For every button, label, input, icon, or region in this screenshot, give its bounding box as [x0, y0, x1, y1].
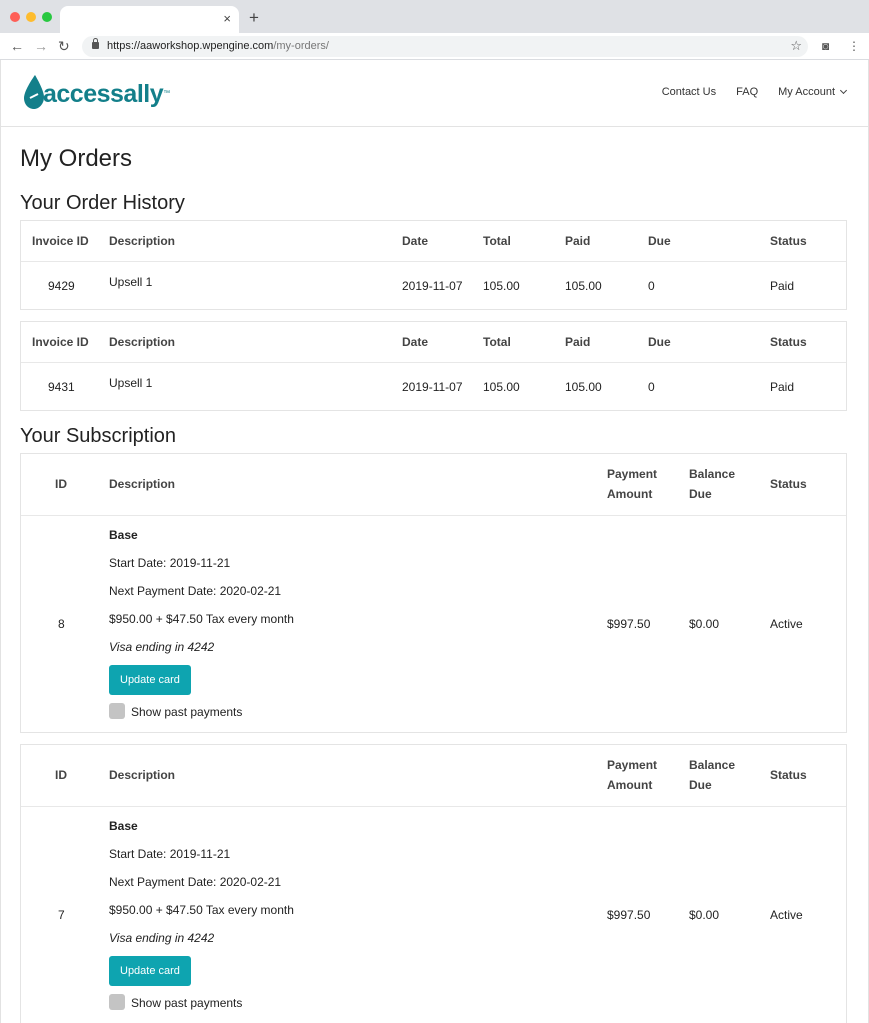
order-table-header [21, 322, 846, 363]
subscription-table [20, 453, 847, 733]
show-past-payments-label[interactable]: Show past payments [131, 705, 243, 719]
plan-amount: $950.00 + $47.50 Tax every month [109, 903, 294, 917]
col-status: Status [770, 477, 807, 491]
subscription-id: 7 [58, 908, 65, 922]
col-paid: Paid [565, 234, 591, 248]
subscription-id: 8 [58, 617, 65, 631]
new-tab-icon[interactable]: + [249, 8, 259, 27]
logo-text [43, 79, 170, 109]
card-info: Visa ending in 4242 [109, 931, 215, 945]
plan-amount: $950.00 + $47.50 Tax every month [109, 612, 294, 626]
browser-tab-strip [0, 0, 869, 33]
page-content [0, 60, 869, 1023]
chevron-down-icon [840, 87, 847, 94]
col-date: Date [402, 335, 429, 349]
subscription-name: Base [109, 528, 138, 542]
forward-icon[interactable]: → [34, 38, 48, 54]
col-amount: Amount [607, 778, 653, 792]
col-balance: Balance [689, 467, 736, 481]
invoice-id: 9429 [48, 279, 75, 293]
update-card-button[interactable]: Update card [109, 665, 191, 695]
order-table [20, 321, 847, 411]
nav-my-account-label: My Account [778, 86, 835, 98]
url-host: https://aaworkshop.wpengine.com [107, 40, 274, 52]
subscription-table-header [21, 745, 846, 807]
col-payment: Payment [607, 758, 658, 772]
window-maximize-icon[interactable] [42, 12, 52, 22]
col-status: Status [770, 234, 807, 248]
nav-faq[interactable]: FAQ [736, 86, 759, 98]
subscription-status: Active [770, 617, 803, 631]
col-description: Description [109, 768, 176, 782]
back-icon[interactable]: ← [10, 38, 24, 54]
balance-due: $0.00 [689, 617, 720, 631]
col-paid: Paid [565, 335, 591, 349]
col-due: Due [648, 234, 671, 248]
bookmark-star-icon[interactable]: ☆ [790, 38, 802, 53]
lock-icon [92, 42, 99, 49]
col-id: ID [55, 477, 67, 491]
col-date: Date [402, 234, 429, 248]
order-status: Paid [770, 380, 795, 394]
order-paid: 105.00 [565, 279, 602, 293]
subscription-status: Active [770, 908, 803, 922]
payment-amount: $997.50 [607, 617, 651, 631]
order-due: 0 [648, 380, 655, 394]
order-date: 2019-11-07 [402, 380, 463, 394]
col-payment: Payment [607, 467, 658, 481]
col-invoice-id: Invoice ID [32, 234, 89, 248]
subscription-table [20, 744, 847, 1023]
col-total: Total [483, 335, 511, 349]
col-invoice-id: Invoice ID [32, 335, 89, 349]
update-card-button[interactable]: Update card [109, 956, 191, 986]
browser-menu-icon[interactable]: ⋮ [848, 39, 860, 53]
col-status: Status [770, 335, 807, 349]
logo-drop-icon [23, 74, 45, 110]
url-path: /my-orders/ [273, 40, 329, 52]
site-nav [662, 84, 846, 100]
order-date: 2019-11-07 [402, 279, 463, 293]
page-title: My Orders [20, 145, 133, 172]
col-total: Total [483, 234, 511, 248]
order-description: Upsell 1 [109, 275, 153, 289]
subscription-heading: Your Subscription [20, 425, 177, 447]
col-description: Description [109, 234, 176, 248]
browser-toolbar [0, 33, 869, 60]
order-due: 0 [648, 279, 655, 293]
site-header [1, 60, 868, 127]
invoice-id: 9431 [48, 380, 75, 394]
browser-tab[interactable] [60, 6, 239, 33]
order-total: 105.00 [483, 279, 520, 293]
show-past-payments-checkbox[interactable] [109, 703, 125, 719]
tab-close-icon[interactable]: × [223, 11, 231, 26]
payment-amount: $997.50 [607, 908, 651, 922]
order-table [20, 220, 847, 310]
show-past-payments-label[interactable]: Show past payments [131, 996, 243, 1010]
card-info: Visa ending in 4242 [109, 640, 215, 654]
site-logo[interactable] [23, 74, 170, 114]
reload-icon[interactable]: ↻ [58, 38, 70, 54]
col-description: Description [109, 335, 176, 349]
logo-wordmark: accessally [43, 80, 164, 108]
next-payment-date: Next Payment Date: 2020-02-21 [109, 584, 282, 598]
start-date: Start Date: 2019-11-21 [109, 847, 231, 861]
order-history-heading: Your Order History [20, 192, 185, 214]
col-amount: Amount [607, 487, 653, 501]
nav-my-account[interactable] [778, 84, 846, 100]
order-description: Upsell 1 [109, 376, 153, 390]
col-balance: Balance [689, 758, 736, 772]
address-bar[interactable] [82, 36, 808, 57]
col-balance-due: Due [689, 487, 712, 501]
logo-trademark: ™ [163, 90, 170, 97]
order-paid: 105.00 [565, 380, 602, 394]
col-due: Due [648, 335, 671, 349]
order-total: 105.00 [483, 380, 520, 394]
order-status: Paid [770, 279, 795, 293]
window-close-icon[interactable] [10, 12, 20, 22]
subscription-table-header [21, 454, 846, 516]
start-date: Start Date: 2019-11-21 [109, 556, 231, 570]
window-minimize-icon[interactable] [26, 12, 36, 22]
col-balance-due: Due [689, 778, 712, 792]
col-status: Status [770, 768, 807, 782]
col-id: ID [55, 768, 67, 782]
nav-contact-us[interactable]: Contact Us [661, 86, 717, 98]
balance-due: $0.00 [689, 908, 720, 922]
col-description: Description [109, 477, 176, 491]
order-table-header [21, 221, 846, 262]
show-past-payments-checkbox[interactable] [109, 994, 125, 1010]
next-payment-date: Next Payment Date: 2020-02-21 [109, 875, 282, 889]
subscription-name: Base [109, 819, 138, 833]
url-text[interactable] [107, 39, 329, 54]
camera-icon[interactable]: ◙ [822, 39, 830, 53]
